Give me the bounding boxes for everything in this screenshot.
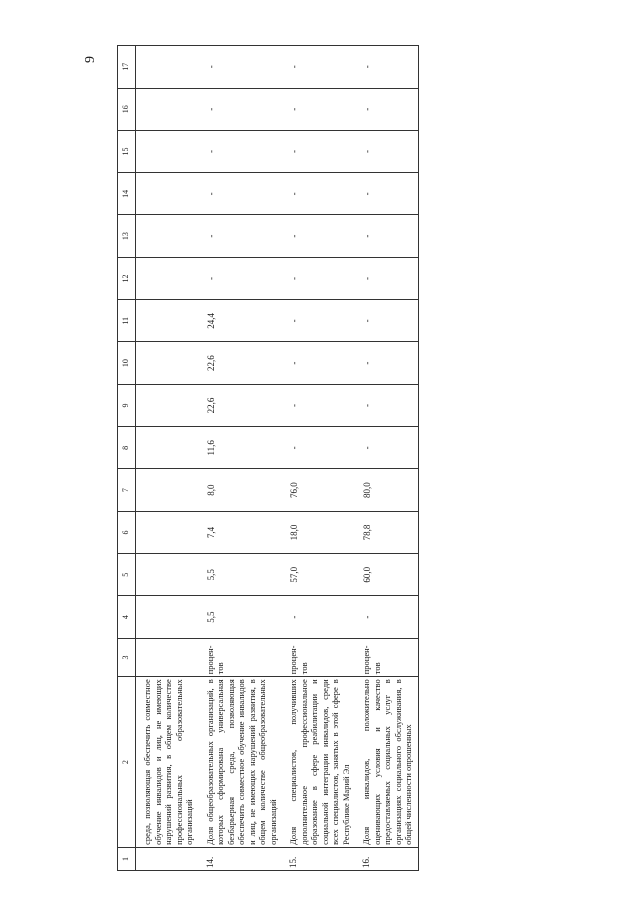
value-cell: - [355, 173, 418, 215]
column-header: 13 [118, 215, 136, 257]
value-cell: - [282, 257, 355, 299]
value-cell: - [355, 300, 418, 342]
value-cell: - [199, 46, 283, 89]
value-cell: 60,0 [355, 554, 418, 596]
row-index: 15. [282, 847, 355, 870]
value-cell: 78,8 [355, 511, 418, 553]
value-cell: 57,0 [282, 554, 355, 596]
column-header: 17 [118, 46, 136, 89]
column-header: 6 [118, 511, 136, 553]
value-cell [136, 554, 199, 596]
column-header: 9 [118, 384, 136, 426]
value-cell: - [282, 130, 355, 172]
table-row [199, 46, 283, 871]
column-header: 12 [118, 257, 136, 299]
value-cell: - [355, 342, 418, 384]
value-cell [136, 596, 199, 638]
value-cell: - [282, 173, 355, 215]
value-cell [136, 384, 199, 426]
indicator-name: Доля инвалидов, положительно оценивающих условия и качество предоставляемых социальных услуг в организациях социального обслуживания, в общей численности опрошенных [355, 677, 418, 848]
unit-cell: процен-тов [282, 638, 355, 676]
value-cell: - [282, 427, 355, 469]
value-cell: 22,6 [199, 384, 283, 426]
value-cell [136, 300, 199, 342]
value-cell: - [199, 173, 283, 215]
value-cell [136, 511, 199, 553]
column-header: 10 [118, 342, 136, 384]
unit-cell [136, 638, 199, 676]
value-cell [136, 257, 199, 299]
indicator-name: Доля специалистов, получивших дополнительное профессиональное образование в сфере реабилитации и социальной интеграции инвалидов, среди всех специалистов, занятых в этой сфере в Республике Марий Эл [282, 677, 355, 848]
column-header: 4 [118, 596, 136, 638]
value-cell: - [282, 300, 355, 342]
table-row [136, 46, 199, 871]
column-header: 14 [118, 173, 136, 215]
value-cell: 8,0 [199, 469, 283, 511]
value-cell: 18,0 [282, 511, 355, 553]
value-cell [136, 342, 199, 384]
indicators-table [117, 45, 419, 871]
value-cell: - [282, 342, 355, 384]
value-cell [136, 88, 199, 130]
value-cell [136, 46, 199, 89]
value-cell [136, 173, 199, 215]
value-cell: - [282, 215, 355, 257]
value-cell: - [355, 384, 418, 426]
row-index [136, 847, 199, 870]
table-row [282, 46, 355, 871]
column-header: 2 [118, 677, 136, 848]
value-cell: 24,4 [199, 300, 283, 342]
column-header: 15 [118, 130, 136, 172]
value-cell: 11,6 [199, 427, 283, 469]
header-row [118, 46, 136, 871]
value-cell [136, 469, 199, 511]
column-header: 16 [118, 88, 136, 130]
column-header: 5 [118, 554, 136, 596]
row-index: 16. [355, 847, 418, 870]
page-number: 9 [83, 56, 98, 63]
value-cell: - [199, 215, 283, 257]
table-row [355, 46, 418, 871]
unit-cell: процен-тов [355, 638, 418, 676]
value-cell: - [355, 215, 418, 257]
value-cell: - [355, 46, 418, 89]
value-cell: - [355, 427, 418, 469]
value-cell: - [355, 596, 418, 638]
value-cell: 80,0 [355, 469, 418, 511]
indicator-name: Доля общеобразовательных организаций, в которых сформирована универсальная безбарьерная среда, позволяющая обеспечить совместное обучение инвалидов и лиц, не имеющих нарушений развития, в общем количестве общеобразовательных организаций [199, 677, 283, 848]
value-cell: - [355, 88, 418, 130]
column-header: 3 [118, 638, 136, 676]
unit-cell: процен-тов [199, 638, 283, 676]
column-header: 1 [118, 847, 136, 870]
value-cell: - [282, 46, 355, 89]
value-cell: - [282, 596, 355, 638]
value-cell: - [355, 257, 418, 299]
row-index: 14. [199, 847, 283, 870]
value-cell: - [199, 130, 283, 172]
value-cell [136, 215, 199, 257]
value-cell: - [199, 257, 283, 299]
value-cell [136, 427, 199, 469]
column-header: 8 [118, 427, 136, 469]
column-header: 7 [118, 469, 136, 511]
value-cell: - [282, 384, 355, 426]
column-header: 11 [118, 300, 136, 342]
value-cell: - [355, 130, 418, 172]
value-cell: 5,5 [199, 596, 283, 638]
value-cell [136, 130, 199, 172]
value-cell: - [282, 88, 355, 130]
indicator-name: среда, позволяющая обеспечить совместное обучение инвалидов и лиц, не имеющих нарушений развития, в общем количестве профессиональных образовательных организаций [136, 677, 199, 848]
value-cell: - [199, 88, 283, 130]
value-cell: 7,4 [199, 511, 283, 553]
value-cell: 76,0 [282, 469, 355, 511]
value-cell: 22,6 [199, 342, 283, 384]
value-cell: 5,5 [199, 554, 283, 596]
